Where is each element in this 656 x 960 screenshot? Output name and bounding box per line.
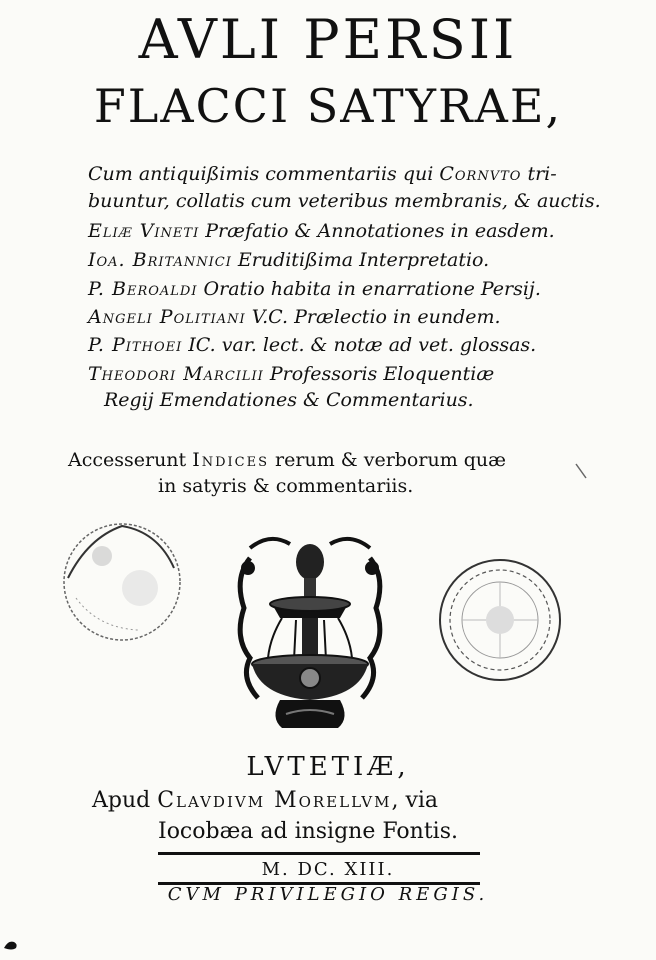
author-name: P. Beroaldi: [88, 278, 198, 300]
accesserunt-text: Accesserunt: [68, 449, 193, 471]
via-text: , via: [391, 788, 439, 813]
accesserunt-line-2: in satyris & commentariis.: [158, 475, 414, 497]
contents-line-9: Regij Emendationes & Commentarius.: [104, 389, 474, 411]
imprint-city: LVTETIÆ,: [246, 752, 410, 782]
title-line-2: FLACCI SATYRAE,: [93, 79, 563, 133]
author-name: Ioa. Britannici: [88, 249, 232, 271]
fountain-printers-device-icon: [230, 528, 390, 736]
contents-text: Oratio habita in enarratione Persij.: [197, 278, 541, 300]
imprint-line-apud: [92, 786, 438, 816]
contents-line-3: [88, 219, 555, 243]
contents-text: tri-: [521, 163, 557, 185]
contents-text: Cum antiquißimis commentariis qui: [88, 163, 440, 185]
contents-text: Præfatio & Annotationes in easdem.: [199, 220, 555, 242]
corner-mark-icon: [2, 938, 20, 952]
contents-line-6: [88, 305, 501, 329]
stray-mark-icon: [572, 460, 592, 484]
author-name: P. Pithoei: [88, 334, 183, 356]
contents-text: Eruditißima Interpretatio.: [231, 249, 490, 271]
contents-line-1: [88, 162, 557, 186]
imprint-address: Iocobæa ad insigne Fontis.: [158, 819, 458, 844]
contents-text: IC. var. lect. & notæ ad vet. glossas.: [182, 334, 537, 356]
contents-line-4: [88, 248, 489, 272]
contents-text: Professoris Eloquentiæ: [263, 363, 495, 385]
accesserunt-text: rerum & verborum quæ: [269, 449, 507, 471]
contents-line-8: [88, 362, 494, 386]
accesserunt-line-1: [68, 447, 506, 473]
contents-text: V.C. Prælectio in eundem.: [245, 306, 501, 328]
printer-name: Clavdivm Morellvm: [157, 788, 392, 813]
indices-word: Indices: [192, 449, 270, 471]
contents-line-7: [88, 333, 536, 357]
library-stamp-left-icon: [58, 518, 186, 646]
contents-line-2: buuntur, collatis cum veteribus membranis, & auctis.: [88, 190, 601, 212]
apud-text: Apud: [92, 788, 158, 813]
author-name: Theodori Marcilii: [88, 363, 264, 385]
imprint-year: M. DC. XIII.: [261, 859, 395, 880]
library-stamp-right-icon: [436, 556, 564, 684]
title-line-1: AVLI PERSII: [138, 8, 518, 71]
author-name: Cornvto: [439, 163, 522, 185]
author-name: Angeli Politiani: [88, 306, 246, 328]
author-name: Eliæ Vineti: [88, 220, 200, 242]
contents-line-5: [88, 277, 541, 301]
privilege-line: CVM PRIVILEGIO REGIS.: [167, 884, 489, 905]
divider-top: [158, 852, 480, 855]
